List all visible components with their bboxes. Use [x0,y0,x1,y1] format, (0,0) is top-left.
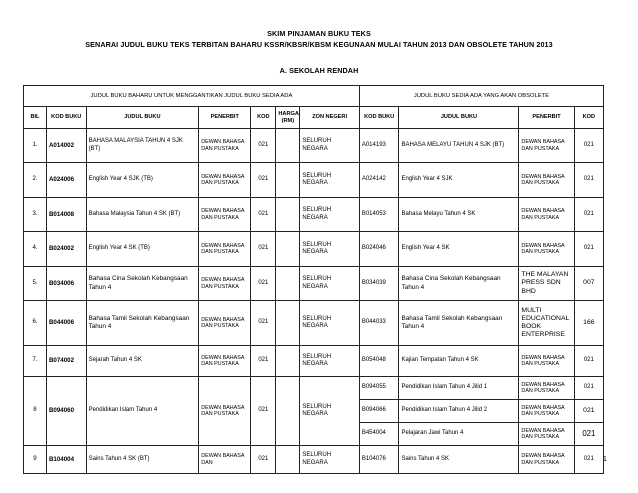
cell-penerbit: DEWAN BAHASA DAN PUSTAKA [199,346,251,377]
cell-kod-obsolete: 021 [574,129,603,163]
cell-zon: SELURUH NEGARA [300,129,359,163]
cell-bil: 7. [24,346,47,377]
cell-bil: 8 [24,377,47,446]
cell-bil: 4. [24,232,47,267]
cell-bil: 3. [24,198,47,232]
table-row [24,129,604,163]
cell-harga [276,163,300,198]
col-header-penerbit: PENERBIT [199,107,251,129]
book-table [23,85,604,474]
cell-kod-buku-obsolete: B034039 [359,267,399,301]
cell-penerbit: DEWAN BAHASA DAN PUSTAKA [199,232,251,267]
cell-judul: English Year 4 SK (TB) [86,232,199,267]
table-row [24,163,604,198]
table-row [24,267,604,301]
cell-kod-buku: B034006 [46,267,86,301]
cell-kod-obsolete: 021 [574,400,603,423]
cell-kod-obsolete: 166 [574,301,603,346]
cell-kod-buku: B104004 [46,446,86,474]
cell-judul-obsolete: Pendidikan Islam Tahun 4 Jilid 2 [399,400,519,423]
cell-penerbit: DEWAN BAHASA DAN PUSTAKA [199,163,251,198]
cell-kod-obsolete: 021 [574,423,603,446]
col-header-zon: ZON NEGERI [300,107,359,129]
table-row [24,301,604,346]
cell-judul-obsolete: English Year 4 SK [399,232,519,267]
cell-harga [276,129,300,163]
cell-harga [276,232,300,267]
col-header-kod-obsolete: KOD [574,107,603,129]
cell-judul: Bahasa Cina Sekolah Kebangsaan Tahun 4 [86,267,199,301]
cell-judul-obsolete: BAHASA MELAYU TAHUN 4 SJK (BT) [399,129,519,163]
table-row [24,446,604,474]
cell-kod: 021 [251,301,276,346]
cell-judul-obsolete: Bahasa Tamil Sekolah Kebangsaan Tahun 4 [399,301,519,346]
cell-kod-buku-obsolete: B094066 [359,400,399,423]
cell-kod-obsolete: 021 [574,232,603,267]
cell-judul-obsolete: Pelajaran Jawi Tahun 4 [399,423,519,446]
cell-penerbit-obsolete: DEWAN BAHASA DAN PUSTAKA [519,198,574,232]
cell-zon: SELURUH NEGARA [300,163,359,198]
cell-penerbit-obsolete: DEWAN BAHASA DAN PUSTAKA [519,377,574,400]
cell-harga [276,198,300,232]
cell-kod-obsolete: 007 [574,267,603,301]
cell-penerbit-obsolete: MULTI EDUCATIONAL BOOK ENTERPRISE [519,301,574,346]
col-header-penerbit-obsolete: PENERBIT [519,107,574,129]
table-row [24,346,604,377]
cell-kod-buku: B074002 [46,346,86,377]
cell-kod-obsolete: 021 [574,163,603,198]
cell-kod-obsolete: 021 [574,446,603,474]
group-header-obsolete: JUDUL BUKU SEDIA ADA YANG AKAN OBSOLETE [359,86,603,107]
cell-judul-obsolete: Bahasa Melayu Tahun 4 SK [399,198,519,232]
document-subtitle: SENARAI JUDUL BUKU TEKS TERBITAN BAHARU KSSR/KBSR/KBSM KEGUNAAN MULAI TAHUN 2013 DAN OBSOLETE TAHUN 2013 [85,40,553,49]
cell-penerbit: DEWAN BAHASA DAN PUSTAKA [199,301,251,346]
cell-bil: 5. [24,267,47,301]
col-header-kod-buku: KOD BUKU [46,107,86,129]
cell-kod-buku: B024002 [46,232,86,267]
cell-penerbit-obsolete: THE MALAYAN PRESS SDN BHD [519,267,574,301]
cell-penerbit: DEWAN BAHASA DAN PUSTAKA [199,198,251,232]
cell-zon: SELURUH NEGARA [300,198,359,232]
cell-bil: 6. [24,301,47,346]
cell-penerbit-obsolete: DEWAN BAHASA DAN PUSTAKA [519,446,574,474]
table-row [24,377,604,400]
cell-zon: SELURUH NEGARA [300,301,359,346]
cell-kod-buku-obsolete: B104076 [359,446,399,474]
section-heading: A. SEKOLAH RENDAH [279,66,359,75]
cell-penerbit-obsolete: DEWAN BAHASA DAN PUSTAKA [519,400,574,423]
cell-zon: SELURUH NEGARA [300,377,359,446]
cell-judul: Bahasa Malaysia Tahun 4 SK (BT) [86,198,199,232]
cell-penerbit-obsolete: DEWAN BAHASA DAN PUSTAKA [519,129,574,163]
cell-kod-obsolete: 021 [574,346,603,377]
cell-zon: SELURUH NEGARA [300,446,359,474]
col-header-bil: BIL [24,107,47,129]
cell-kod-buku-obsolete: A014193 [359,129,399,163]
cell-judul: Pendidikan Islam Tahun 4 [86,377,199,446]
cell-kod-buku: A024006 [46,163,86,198]
page-number: 1 [603,456,607,463]
cell-bil: 1. [24,129,47,163]
cell-judul: Bahasa Tamil Sekolah Kebangsaan Tahun 4 [86,301,199,346]
cell-penerbit: DEWAN BAHASA DAN PUSTAKA [199,267,251,301]
col-header-judul-obsolete: JUDUL BUKU [399,107,519,129]
cell-judul: Sains Tahun 4 SK (BT) [86,446,199,474]
table-row [24,232,604,267]
cell-judul-obsolete: Kajian Tempatan Tahun 4 SK [399,346,519,377]
cell-kod-buku: B044006 [46,301,86,346]
cell-penerbit-obsolete: DEWAN BAHASA DAN PUSTAKA [519,232,574,267]
col-header-harga: HARGA (RM) [276,107,300,129]
cell-harga [276,267,300,301]
cell-kod-buku-obsolete: B054048 [359,346,399,377]
cell-penerbit: DEWAN BAHASA DAN PUSTAKA [199,377,251,446]
cell-kod: 021 [251,198,276,232]
col-header-kod: KOD [251,107,276,129]
cell-kod: 021 [251,163,276,198]
cell-kod-buku-obsolete: A024142 [359,163,399,198]
cell-penerbit: DEWAN BAHASA DAN PUSTAKA [199,129,251,163]
document-title: SKIM PINJAMAN BUKU TEKS [267,29,371,38]
table-row [24,198,604,232]
cell-harga [276,301,300,346]
cell-bil: 2. [24,163,47,198]
cell-penerbit-obsolete: DEWAN BAHASA DAN PUSTAKA [519,163,574,198]
cell-harga [276,346,300,377]
cell-kod-buku: B014008 [46,198,86,232]
group-header-new: JUDUL BUKU BAHARU UNTUK MENGGANTIKAN JUDUL BUKU SEDIA ADA [24,86,360,107]
cell-kod: 021 [251,267,276,301]
cell-kod-buku-obsolete: B454004 [359,423,399,446]
cell-zon: SELURUH NEGARA [300,267,359,301]
cell-judul-obsolete: English Year 4 SJK [399,163,519,198]
cell-kod-obsolete: 021 [574,198,603,232]
cell-kod: 021 [251,377,276,446]
cell-harga [276,377,300,446]
cell-kod-buku-obsolete: B014053 [359,198,399,232]
cell-bil: 9 [24,446,47,474]
cell-judul-obsolete: Bahasa Cina Sekolah Kebangsaan Tahun 4 [399,267,519,301]
col-header-judul: JUDUL BUKU [86,107,199,129]
cell-kod-buku-obsolete: B024046 [359,232,399,267]
cell-kod-buku-obsolete: B044033 [359,301,399,346]
cell-zon: SELURUH NEGARA [300,232,359,267]
cell-judul: English Year 4 SJK (TB) [86,163,199,198]
cell-judul: BAHASA MALAYSIA TAHUN 4 SJK (BT) [86,129,199,163]
cell-kod: 021 [251,446,276,474]
cell-kod: 021 [251,129,276,163]
cell-kod-buku-obsolete: B094055 [359,377,399,400]
cell-judul-obsolete: Sains Tahun 4 SK [399,446,519,474]
cell-zon: SELURUH NEGARA [300,346,359,377]
cell-kod: 021 [251,232,276,267]
cell-kod: 021 [251,346,276,377]
cell-kod-buku: B094060 [46,377,86,446]
cell-kod-buku: A014002 [46,129,86,163]
cell-penerbit-obsolete: DEWAN BAHASA DAN PUSTAKA [519,423,574,446]
cell-kod-obsolete: 021 [574,377,603,400]
col-header-kod-buku-obsolete: KOD BUKU [359,107,399,129]
cell-judul-obsolete: Pendidikan Islam Tahun 4 Jilid 1 [399,377,519,400]
cell-penerbit-obsolete: DEWAN BAHASA DAN PUSTAKA [519,346,574,377]
cell-judul: Sejarah Tahun 4 SK [86,346,199,377]
cell-harga [276,446,300,474]
cell-penerbit: DEWAN BAHASA DAN [199,446,251,474]
